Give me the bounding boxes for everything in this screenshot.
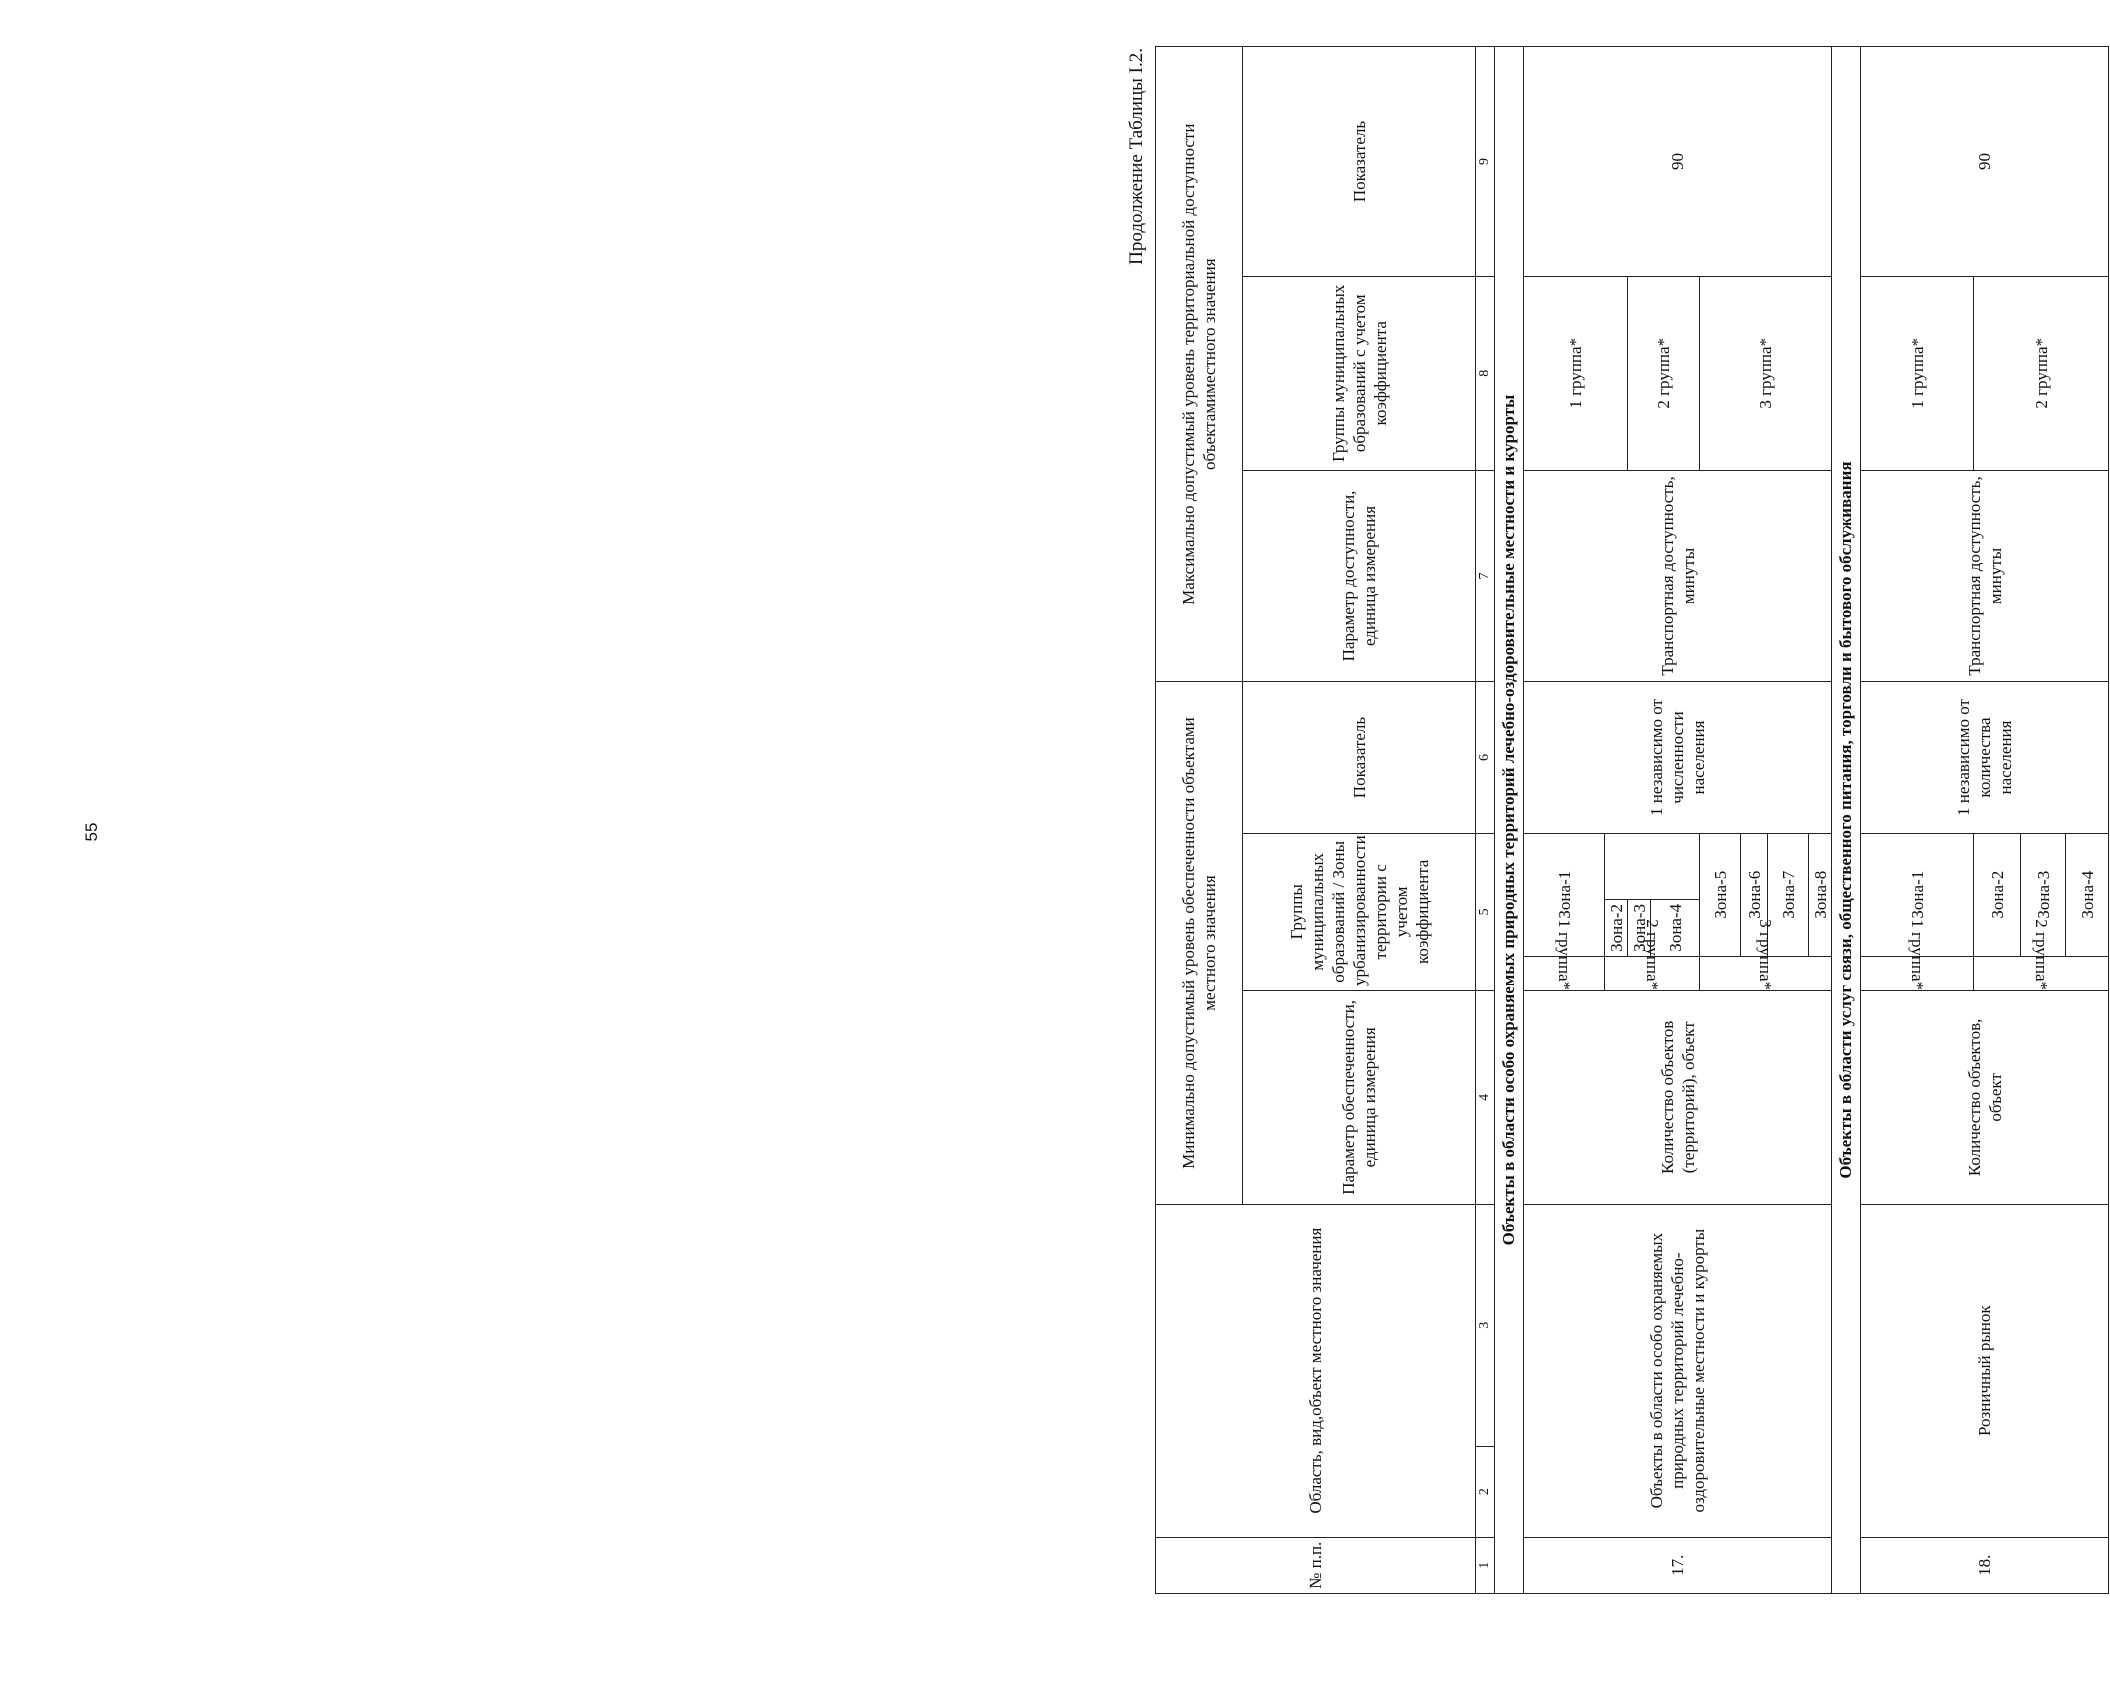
column-number: 7 [1476, 470, 1495, 682]
zone: Зона-4 [1651, 900, 1700, 956]
zone: Зона-1 [1861, 833, 1974, 956]
header-no: № п.п. [1156, 1537, 1476, 1593]
municipal-group: 1 группа* [1861, 956, 1974, 990]
column-number-row [1476, 47, 1495, 1594]
section-title-row [1832, 47, 1861, 1594]
header-max-level: Максимально допустимый уровень территориальной доступности объектамиместного значения [1156, 47, 1243, 682]
provision-value: 1 независимо от количества населения [1861, 682, 2109, 833]
row-number: 17. [1524, 1537, 1832, 1593]
access-group: 2 группа* [1974, 276, 2109, 470]
page-number: 55 [82, 822, 101, 842]
zone: Зона-3 [2021, 833, 2066, 956]
row-number: 18. [1861, 1537, 2109, 1593]
table-caption: Продолжение Таблицы I.2. [1126, 48, 1147, 265]
zone: Зона-1 [1524, 833, 1605, 956]
table-row [1861, 47, 1974, 1594]
header-max-param: Параметр доступности, единица измерения [1243, 470, 1476, 682]
access-group: 1 группа* [1524, 276, 1628, 470]
header-row-1 [1156, 47, 1243, 1594]
column-number: 5 [1476, 833, 1495, 990]
zone: Зона-7 [1768, 833, 1809, 956]
table-row [1524, 47, 1605, 1594]
section-title-row [1495, 47, 1524, 1594]
access-parameter: Транспортная доступность, минуты [1524, 470, 1832, 682]
zone: Зона-5 [1700, 833, 1741, 956]
zone: Зона-6 [1741, 833, 1768, 956]
access-value: 90 [1861, 47, 2109, 277]
zone: Зона-2 [1974, 833, 2021, 956]
column-number: 3 [1476, 1204, 1495, 1446]
zone-cell [1605, 833, 1700, 900]
standards-table [1155, 46, 2109, 1594]
object-name: Объекты в области особо охраняемых природных территорий лечебно-оздоровительные местности и курорты [1524, 1204, 1832, 1537]
provision-parameter: Количество объектов (территорий), объект [1524, 990, 1832, 1204]
column-number: 8 [1476, 276, 1495, 470]
zone: Зона-2 [1605, 900, 1628, 956]
header-area: Область, вид,объект местного значения [1156, 1204, 1476, 1537]
column-number: 1 [1476, 1537, 1495, 1593]
section-title: Объекты в области особо охраняемых природных территорий лечебно-оздоровительные местности и курорты [1495, 47, 1524, 1594]
header-min-groups: Группы муниципальных образований / Зоны урбанизированности территории с учетом коэффициента [1243, 833, 1476, 990]
object-name: Розничный рынок [1861, 1204, 2109, 1537]
zone: Зона-8 [1809, 833, 1832, 956]
access-parameter: Транспортная доступность, минуты [1861, 470, 2109, 682]
access-group: 3 группа* [1700, 276, 1832, 470]
column-number: 2 [1476, 1446, 1495, 1537]
municipal-group: 2 группа* [1605, 956, 1700, 990]
header-max-groups: Группы муниципальных образований с учетом коэффициента [1243, 276, 1476, 470]
column-number: 4 [1476, 990, 1495, 1204]
access-group: 1 группа* [1861, 276, 1974, 470]
municipal-group: 1 группа* [1524, 956, 1605, 990]
section-title: Объекты в области услуг связи, общественного питания, торговли и бытового обслуживания [1832, 47, 1861, 1594]
zone: Зона-3 [1628, 900, 1651, 956]
access-value: 90 [1524, 47, 1832, 277]
municipal-group: 2 группа* [1974, 956, 2109, 990]
access-group: 2 группа* [1628, 276, 1700, 470]
provision-parameter: Количество объектов, объект [1861, 990, 2109, 1204]
zone: Зона-4 [2066, 833, 2109, 956]
header-max-value: Показатель [1243, 47, 1476, 277]
provision-value: 1 независимо от численности населения [1524, 682, 1832, 833]
header-min-value: Показатель [1243, 682, 1476, 833]
header-min-level: Минимально допустимый уровень обеспеченности объектами местного значения [1156, 682, 1243, 1204]
column-number: 9 [1476, 47, 1495, 277]
municipal-group: 3 группа* [1700, 956, 1832, 990]
header-min-param: Параметр обеспеченности, единица измерения [1243, 990, 1476, 1204]
rotated-page-content [1125, 44, 2110, 1594]
column-number: 6 [1476, 682, 1495, 833]
